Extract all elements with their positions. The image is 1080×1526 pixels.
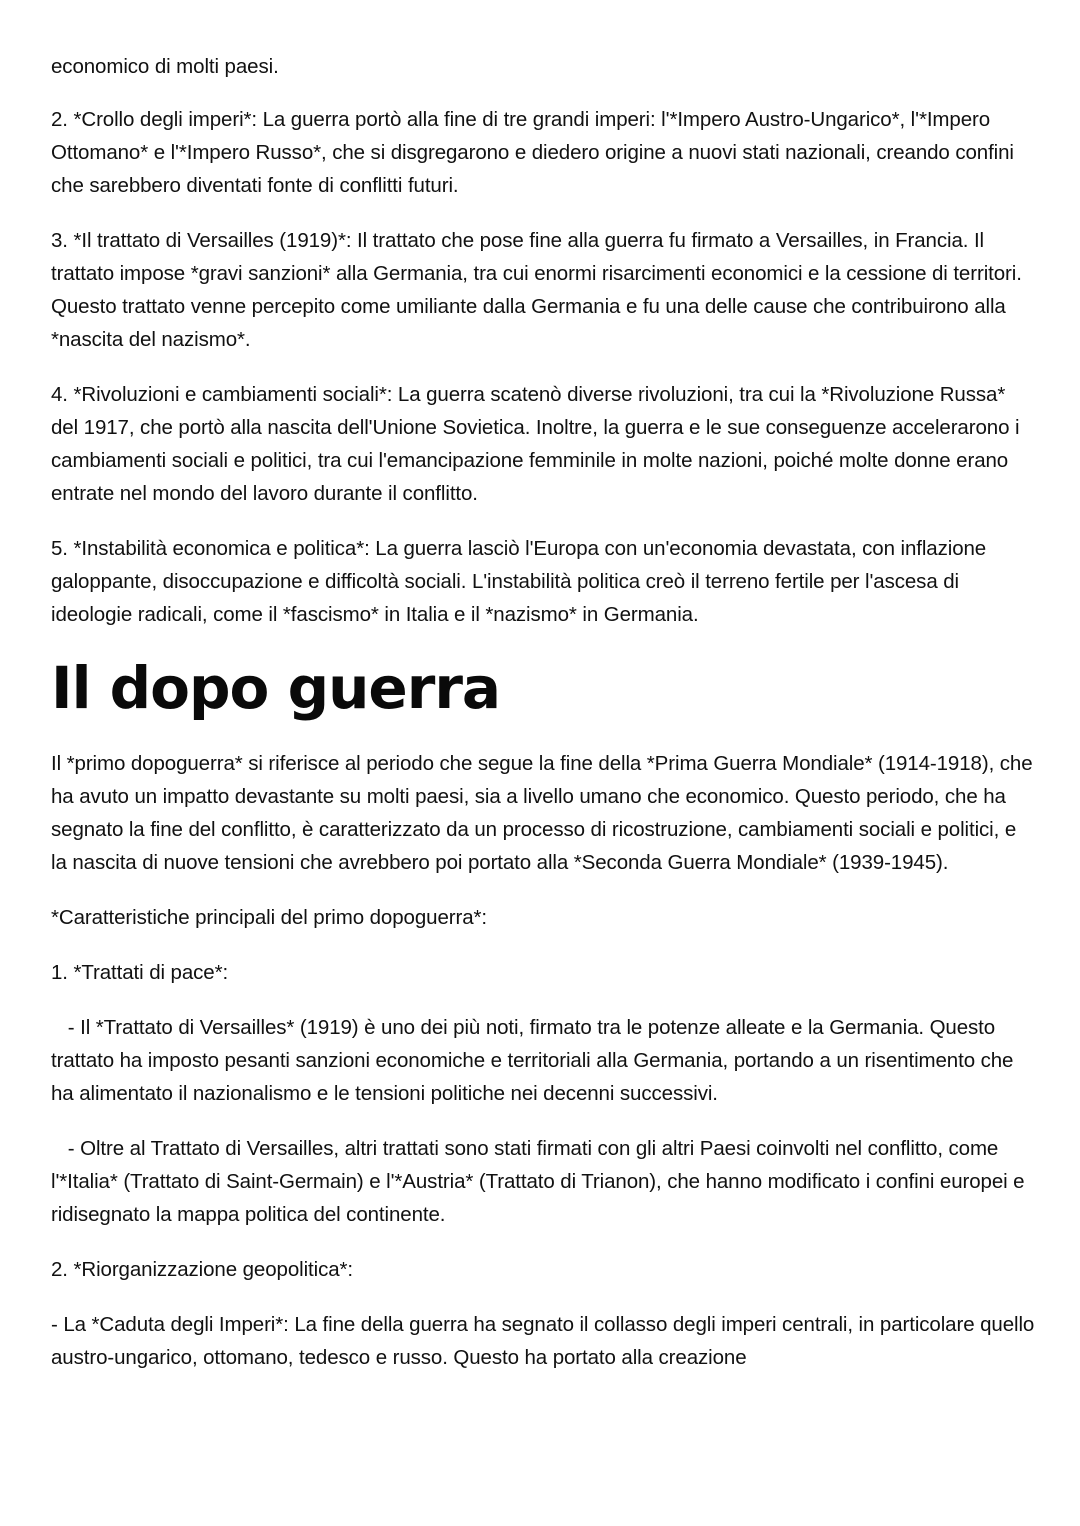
paragraph-trattato-versailles: 3. *Il trattato di Versailles (1919)*: Il trattato che pose fine alla guerra fu firmato a Versailles, in Francia. Il trattato impose *gravi sanzioni* alla Germania, tra cui enormi risarcimenti economici e la cessione di territori. Questo trattato venne percepito come umiliante dalla Germania e fu una delle cause che contribuirono alla *nascita del nazismo*. [51, 229, 1022, 351]
paragraph-caratteristiche-label: *Caratteristiche principali del primo dopoguerra*: [51, 906, 487, 929]
paragraph-instabilita: 5. *Instabilità economica e politica*: La guerra lasciò l'Europa con un'economia devastata, con inflazione galoppante, disoccupazione e difficoltà sociali. L'instabilità politica creò il terreno fertile per l'ascesa di ideologie radicali, come il *fascismo* in Italia e il *nazismo* in Germania. [51, 537, 987, 626]
paragraph-trattati-pace-label: 1. *Trattati di pace*: [51, 961, 229, 984]
paragraph-riorganizzazione-label: 2. *Riorganizzazione geopolitica*: [51, 1258, 354, 1281]
paragraph-caduta-imperi: - La *Caduta degli Imperi*: La fine della guerra ha segnato il collasso degli imperi centrali, in particolare quello austro-ungarico, ottomano, tedesco e russo. Questo ha portato alla creazione [51, 1313, 1035, 1369]
paragraph-rivoluzioni: 4. *Rivoluzioni e cambiamenti sociali*: La guerra scatenò diverse rivoluzioni, tra cui la *Rivoluzione Russa* del 1917, che portò alla nascita dell'Unione Sovietica. Inoltre, la guerra e le sue conseguenze accelerarono i cambiamenti sociali e politici, tra cui l'emancipazione femminile in molte nazioni, poiché molte donne erano entrate nel mondo del lavoro durante il conflitto. [51, 383, 1020, 505]
paragraph-continuation: economico di molti paesi. [51, 55, 279, 78]
paragraph-altri-trattati: - Oltre al Trattato di Versailles, altri trattati sono stati firmati con gli altri Paesi coinvolti nel conflitto, come l'*Italia* (Trattato di Saint-Germain) e l'*Austria* (Trattato di Trianon), che hanno modificato i confini europei e ridisegnato la mappa politica del continente. [51, 1137, 1031, 1226]
document-page [51, 50, 1036, 1396]
paragraph-crollo-imperi: 2. *Crollo degli imperi*: La guerra portò alla fine di tre grandi imperi: l'*Impero Austro-Ungarico*, l'*Impero Ottomano* e l'*Impero Russo*, che si disgregarono e diedero origine a nuovi stati nazionali, creando confini che sarebbero diventati fonte di conflitti futuri. [51, 108, 1014, 197]
section-heading: Il dopo guerra [51, 654, 501, 722]
paragraph-intro-dopoguerra: Il *primo dopoguerra* si riferisce al periodo che segue la fine della *Prima Guerra Mondiale* (1914-1918), che ha avuto un impatto devastante su molti paesi, sia a livello umano che economico. Questo periodo, che ha segnato la fine del conflitto, è caratterizzato da un processo di ricostruzione, cambiamenti sociali e politici, e la nascita di nuove tensioni che avrebbero poi portato alla *Seconda Guerra Mondiale* (1939-1945). [51, 752, 1033, 874]
paragraph-versailles-detail: - Il *Trattato di Versailles* (1919) è uno dei più noti, firmato tra le potenze alleate e la Germania. Questo trattato ha imposto pesanti sanzioni economiche e territoriali alla Germania, portando a un risentimento che ha alimentato il nazionalismo e le tensioni politiche nei decenni successivi. [51, 1016, 1019, 1105]
